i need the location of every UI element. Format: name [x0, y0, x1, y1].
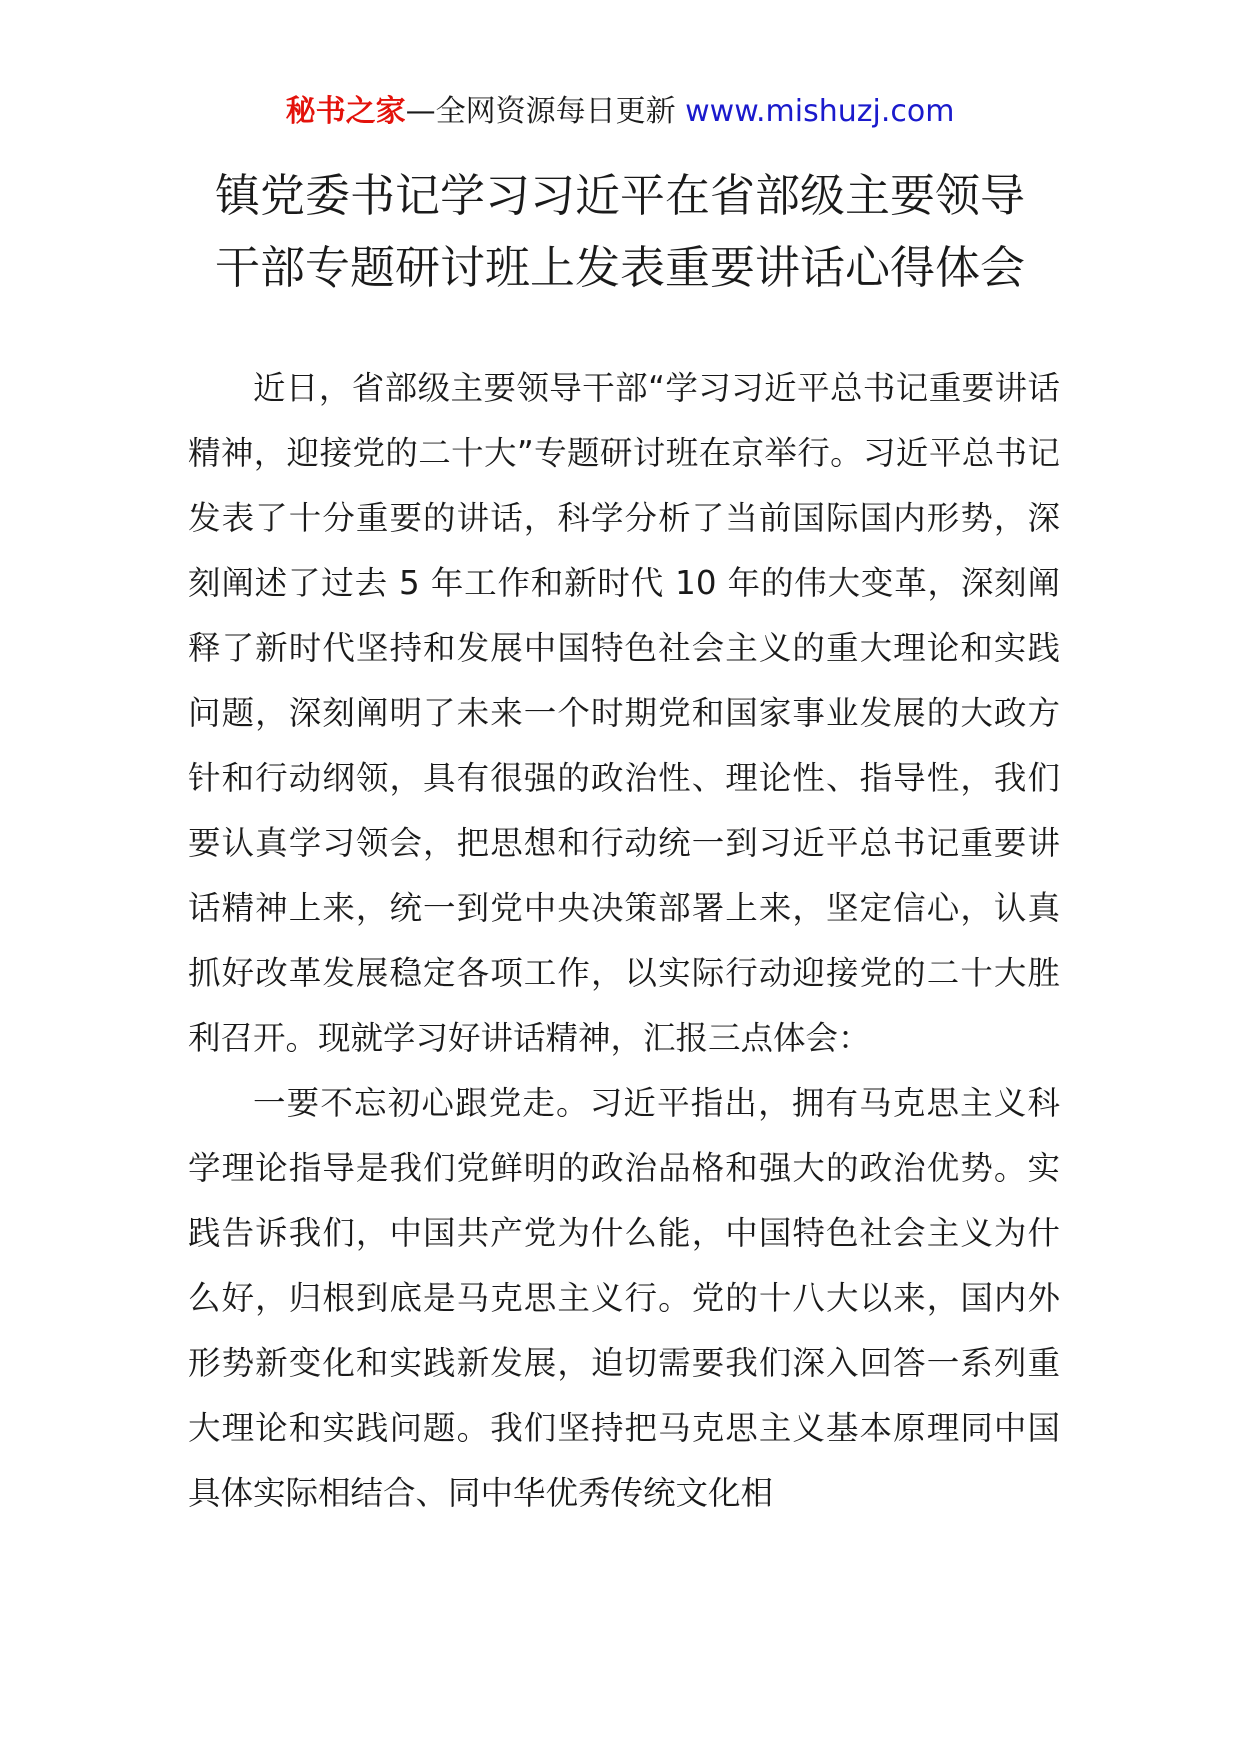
paragraph-intro: 近日，省部级主要领导干部“学习习近平总书记重要讲话精神，迎接党的二十大”专题研讨班在京举行。习近平总书记发表了十分重要的讲话，科学分析了当前国际国内形势，深刻阐述了过去 5 年工作和新时代 10 年的伟大变革，深刻阐释了新时代坚持和发展中国特色社会主义的重大理论和实践问题，深刻阐明了未来一个时期党和国家事业发展的大政方针和行动纲领，具有很强的政治性、理论性、指导性，我们要认真学习领会，把思想和行动统一到习近平总书记重要讲话精神上来，统一到党中央决策部署上来，坚定信心，认真抓好改革发展稳定各项工作，以实际行动迎接党的二十大胜利召开。现就学习好讲话精神，汇报三点体会：: [188, 369, 1060, 1057]
brand-name: 秘书之家: [285, 94, 406, 129]
title-line-2: 干部专题研讨班上发表重要讲话心得体会: [214, 241, 1025, 294]
title-line-1: 镇党委书记学习习近平在省部级主要领导: [214, 169, 1025, 222]
site-url-link[interactable]: www.mishuzj.com: [685, 94, 955, 129]
document-body: [188, 356, 1060, 1526]
document-title: [0, 160, 1240, 304]
header-slogan: —全网资源每日更新: [405, 94, 686, 129]
site-header: [0, 92, 1240, 132]
paragraph-point-one: 一要不忘初心跟党走。习近平指出，拥有马克思主义科学理论指导是我们党鲜明的政治品格和强大的政治优势。实践告诉我们，中国共产党为什么能，中国特色社会主义为什么好，归根到底是马克思主义行。党的十八大以来，国内外形势新变化和实践新发展，迫切需要我们深入回答一系列重大理论和实践问题。我们坚持把马克思主义基本原理同中国具体实际相结合、同中华优秀传统文化相: [188, 1084, 1060, 1512]
